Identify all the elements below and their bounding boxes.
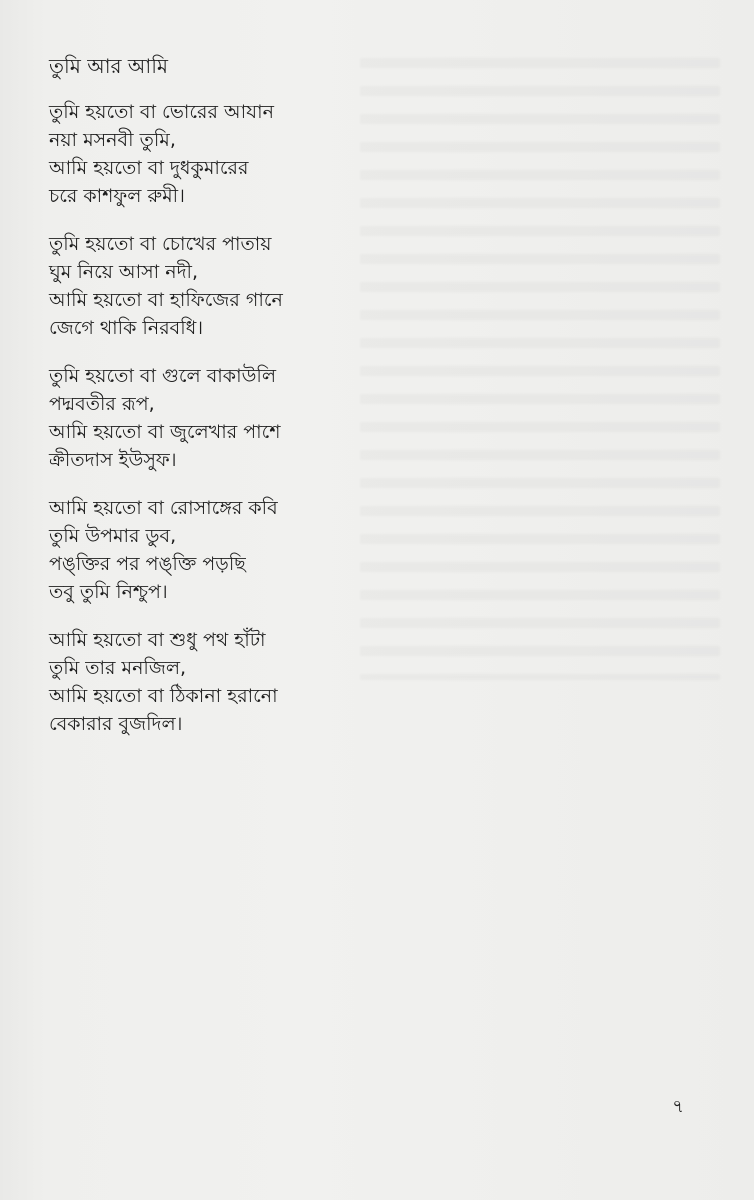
poem-line: আমি হয়তো বা শুধু পথ হাঁটা	[49, 629, 266, 651]
poem-line: জেগে থাকি নিরবধি।	[49, 317, 204, 339]
poem-line: তুমি হয়তো বা ভোরের আযান	[49, 101, 274, 123]
poem-line: চরে কাশফুল রুমী।	[49, 185, 185, 207]
poem-line: আমি হয়তো বা জুলেখার পাশে	[49, 421, 281, 443]
poem-line: আমি হয়তো বা দুধকুমারের	[49, 157, 249, 179]
poem-line: বেকারার বুজদিল।	[49, 713, 183, 735]
poem-line: তুমি উপমার ডুব,	[49, 525, 177, 547]
poem-line: ঘুম নিয়ে আসা নদী,	[49, 261, 199, 283]
page-number: ৭	[672, 1096, 684, 1117]
stanza-5	[49, 626, 469, 738]
stanza-2	[49, 230, 469, 342]
poem-line: আমি হয়তো বা হাফিজের গানে	[49, 289, 283, 311]
stanza-3	[49, 362, 469, 474]
poem-line: ক্রীতদাস ইউসুফ।	[49, 449, 177, 471]
poem-title: তুমি আর আমি	[49, 54, 169, 78]
poem	[49, 46, 469, 758]
poem-line: পদ্মবতীর রূপ,	[49, 393, 155, 415]
poem-line: আমি হয়তো বা রোসাঙ্গের কবি	[49, 497, 278, 519]
poem-line: তুমি হয়তো বা চোখের পাতায়	[49, 233, 272, 255]
poem-line: আমি হয়তো বা ঠিকানা হরানো	[49, 685, 278, 707]
poem-line: পঙ্‌ক্তির পর পঙ্‌ক্তি পড়ছি	[49, 553, 246, 575]
poem-line: তবু তুমি নিশ্চুপ।	[49, 581, 168, 603]
poem-line: তুমি হয়তো বা গুলে বাকাউলি	[49, 365, 276, 387]
stanza-4	[49, 494, 469, 606]
poem-line: নয়া মসনবী তুমি,	[49, 129, 176, 151]
stanza-1	[49, 98, 469, 210]
poem-line: তুমি তার মনজিল,	[49, 657, 187, 679]
